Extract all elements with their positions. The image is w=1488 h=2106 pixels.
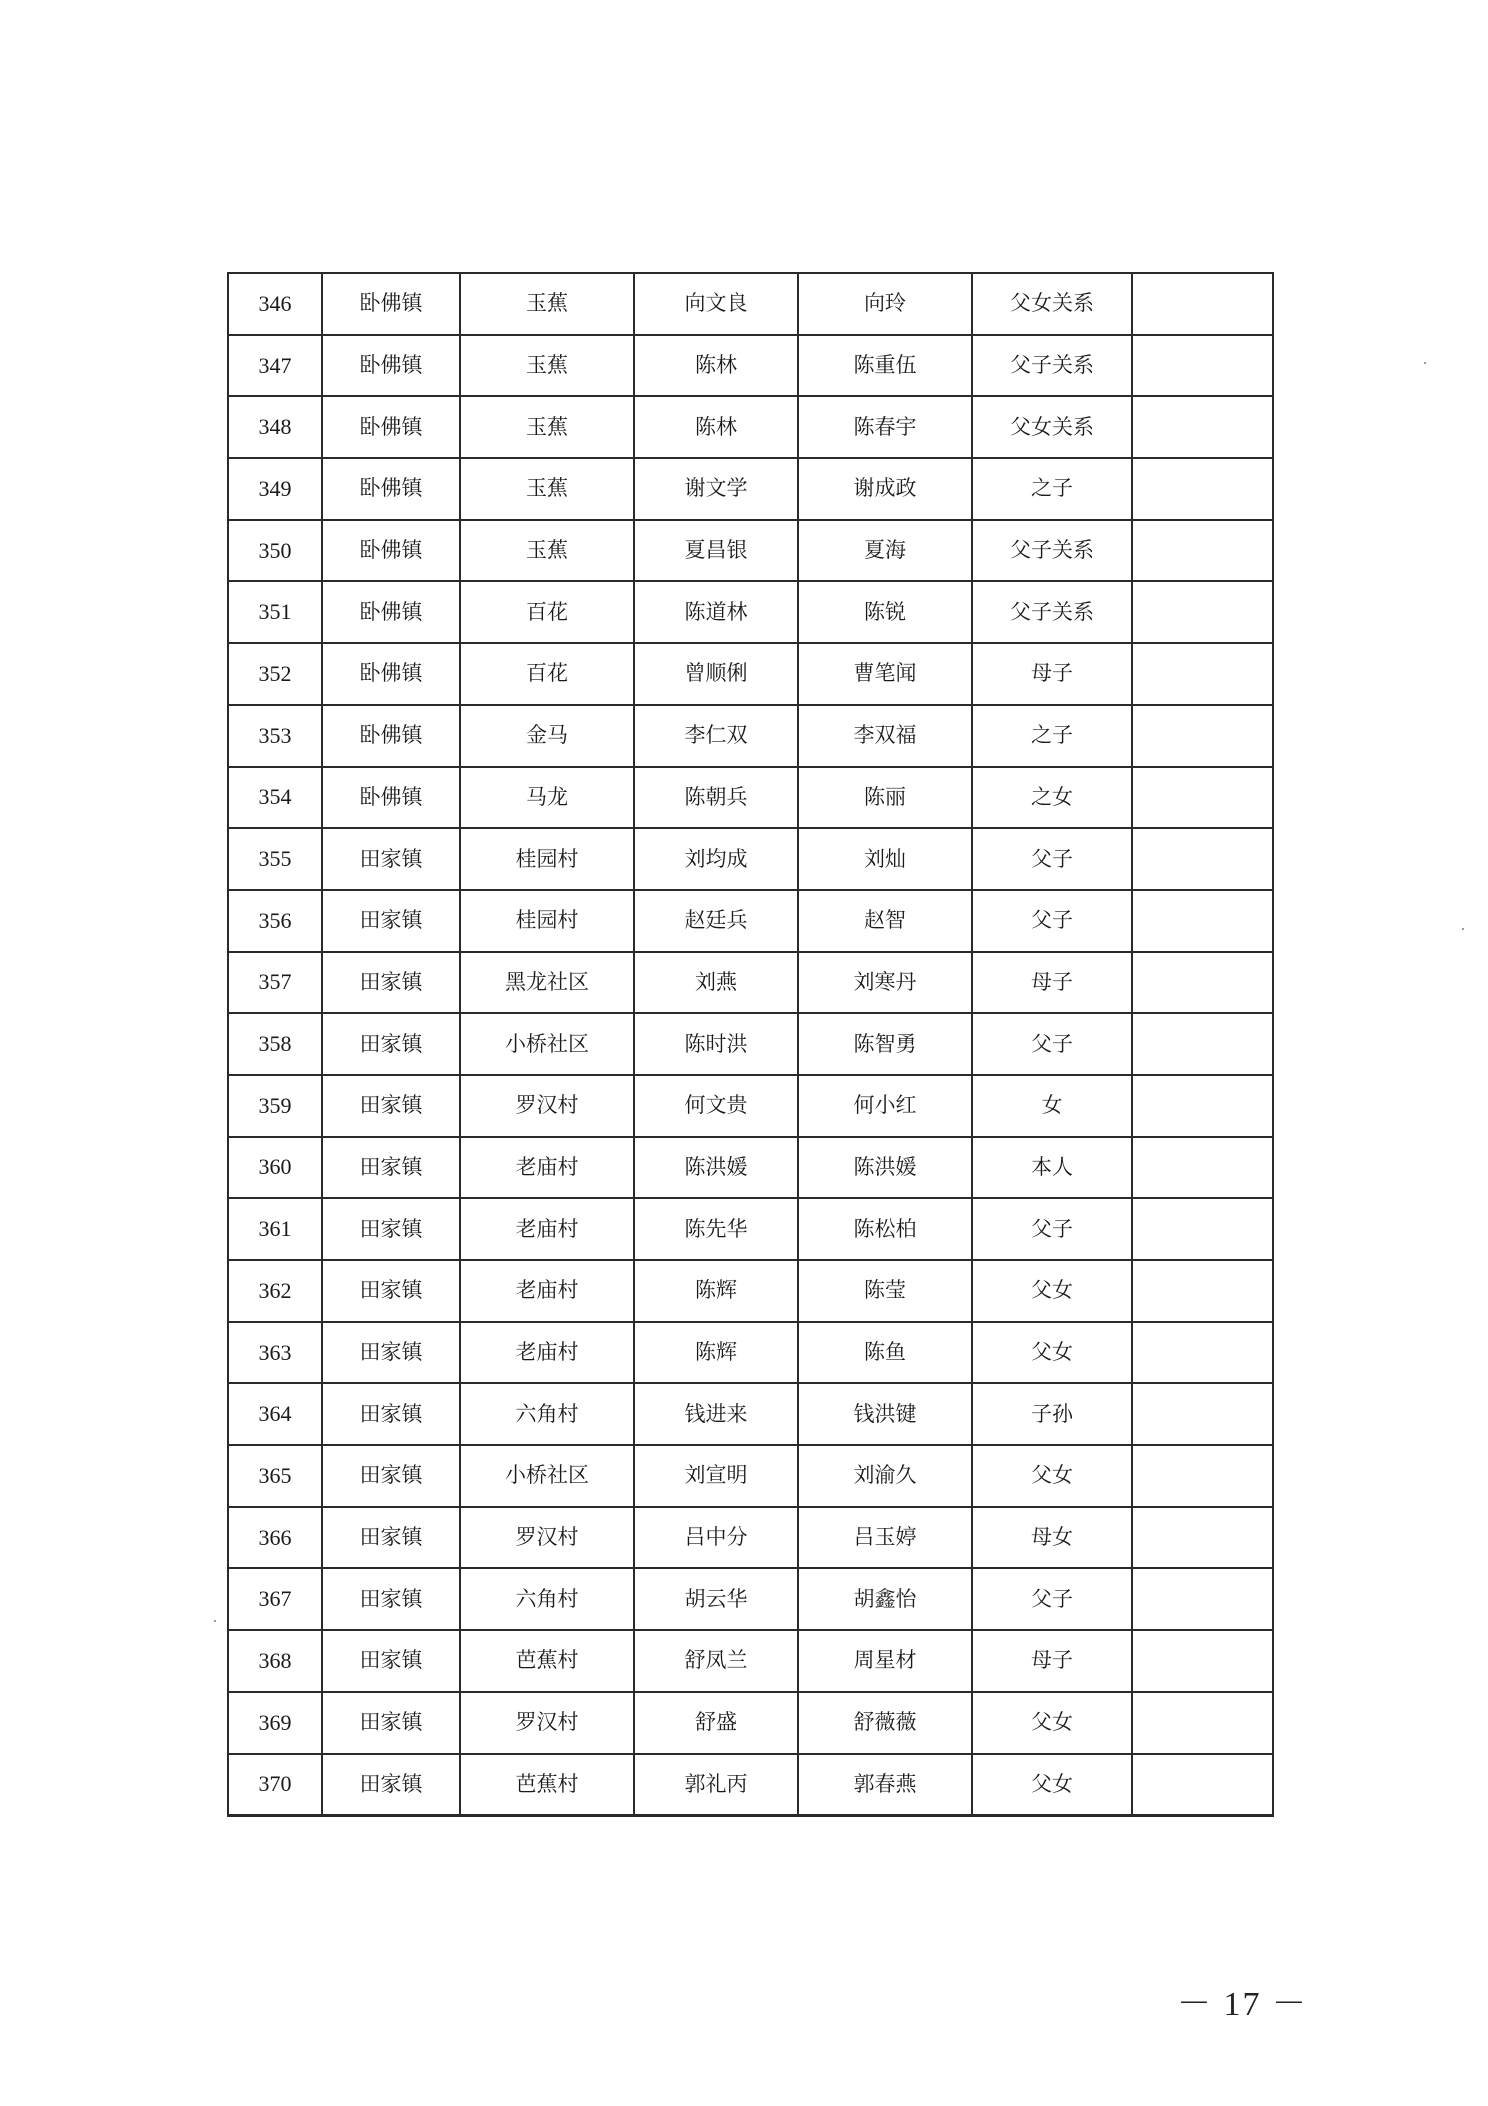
- table-row: [228, 1013, 1273, 1075]
- row-number-cell: 351: [228, 581, 322, 643]
- relationship-cell: 女: [972, 1075, 1132, 1137]
- table-row: [228, 1692, 1273, 1754]
- village-cell: 老庙村: [460, 1198, 634, 1260]
- row-number-cell: 370: [228, 1754, 322, 1816]
- row-number-cell: 357: [228, 952, 322, 1014]
- village-cell: 芭蕉村: [460, 1630, 634, 1692]
- village-cell: 罗汉村: [460, 1507, 634, 1569]
- applicant-name-cell: 舒凤兰: [634, 1630, 798, 1692]
- related-person-cell: 周星材: [798, 1630, 972, 1692]
- row-number-cell: 354: [228, 767, 322, 829]
- village-cell: 六角村: [460, 1383, 634, 1445]
- applicant-name-cell: 陈时洪: [634, 1013, 798, 1075]
- applicant-name-cell: 李仁双: [634, 705, 798, 767]
- related-person-cell: 胡鑫怡: [798, 1568, 972, 1630]
- remarks-cell: [1132, 952, 1273, 1014]
- applicant-name-cell: 向文良: [634, 273, 798, 335]
- town-cell: 田家镇: [322, 1692, 460, 1754]
- scan-speck: [1424, 362, 1426, 364]
- row-number-cell: 367: [228, 1568, 322, 1630]
- table-row: [228, 1198, 1273, 1260]
- remarks-cell: [1132, 1075, 1273, 1137]
- village-cell: 玉蕉: [460, 520, 634, 582]
- row-number-cell: 361: [228, 1198, 322, 1260]
- town-cell: 田家镇: [322, 952, 460, 1014]
- applicant-name-cell: 陈洪媛: [634, 1137, 798, 1199]
- village-cell: 老庙村: [460, 1260, 634, 1322]
- related-person-cell: 夏海: [798, 520, 972, 582]
- applicant-name-cell: 胡云华: [634, 1568, 798, 1630]
- related-person-cell: 陈松柏: [798, 1198, 972, 1260]
- village-cell: 老庙村: [460, 1137, 634, 1199]
- remarks-cell: [1132, 1568, 1273, 1630]
- table-row: [228, 1507, 1273, 1569]
- applicant-name-cell: 钱进来: [634, 1383, 798, 1445]
- row-number-cell: 368: [228, 1630, 322, 1692]
- village-cell: 小桥社区: [460, 1445, 634, 1507]
- applicant-name-cell: 赵廷兵: [634, 890, 798, 952]
- table-row: [228, 396, 1273, 458]
- village-cell: 玉蕉: [460, 458, 634, 520]
- related-person-cell: 刘灿: [798, 828, 972, 890]
- applicant-name-cell: 陈林: [634, 396, 798, 458]
- related-person-cell: 陈春宇: [798, 396, 972, 458]
- table-row: [228, 1445, 1273, 1507]
- related-person-cell: 陈鱼: [798, 1322, 972, 1384]
- relationship-cell: 父子: [972, 1568, 1132, 1630]
- table-row: [228, 581, 1273, 643]
- related-person-cell: 何小红: [798, 1075, 972, 1137]
- town-cell: 田家镇: [322, 1198, 460, 1260]
- applicant-name-cell: 陈辉: [634, 1260, 798, 1322]
- related-person-cell: 陈智勇: [798, 1013, 972, 1075]
- relationship-cell: 子孙: [972, 1383, 1132, 1445]
- related-person-cell: 陈锐: [798, 581, 972, 643]
- roster-table: [227, 272, 1274, 1817]
- village-cell: 玉蕉: [460, 273, 634, 335]
- table-row: [228, 520, 1273, 582]
- table-row: [228, 1075, 1273, 1137]
- row-number-cell: 348: [228, 396, 322, 458]
- relationship-cell: 母子: [972, 643, 1132, 705]
- town-cell: 田家镇: [322, 828, 460, 890]
- town-cell: 卧佛镇: [322, 458, 460, 520]
- table-row: [228, 1630, 1273, 1692]
- town-cell: 田家镇: [322, 1260, 460, 1322]
- applicant-name-cell: 刘宣明: [634, 1445, 798, 1507]
- applicant-name-cell: 刘燕: [634, 952, 798, 1014]
- village-cell: 百花: [460, 581, 634, 643]
- roster-body: [228, 273, 1273, 1816]
- related-person-cell: 李双福: [798, 705, 972, 767]
- relationship-cell: 父女: [972, 1445, 1132, 1507]
- related-person-cell: 陈莹: [798, 1260, 972, 1322]
- village-cell: 金马: [460, 705, 634, 767]
- applicant-name-cell: 谢文学: [634, 458, 798, 520]
- applicant-name-cell: 夏昌银: [634, 520, 798, 582]
- relationship-cell: 本人: [972, 1137, 1132, 1199]
- row-number-cell: 364: [228, 1383, 322, 1445]
- town-cell: 田家镇: [322, 1013, 460, 1075]
- relationship-cell: 父子: [972, 828, 1132, 890]
- row-number-cell: 347: [228, 335, 322, 397]
- applicant-name-cell: 郭礼丙: [634, 1754, 798, 1816]
- applicant-name-cell: 曾顺俐: [634, 643, 798, 705]
- relationship-cell: 父子: [972, 1198, 1132, 1260]
- remarks-cell: [1132, 520, 1273, 582]
- applicant-name-cell: 刘均成: [634, 828, 798, 890]
- relationship-cell: 之女: [972, 767, 1132, 829]
- applicant-name-cell: 何文贵: [634, 1075, 798, 1137]
- row-number-cell: 355: [228, 828, 322, 890]
- remarks-cell: [1132, 890, 1273, 952]
- village-cell: 马龙: [460, 767, 634, 829]
- remarks-cell: [1132, 1507, 1273, 1569]
- related-person-cell: 钱洪键: [798, 1383, 972, 1445]
- row-number-cell: 346: [228, 273, 322, 335]
- remarks-cell: [1132, 1322, 1273, 1384]
- table-row: [228, 1754, 1273, 1816]
- town-cell: 田家镇: [322, 1383, 460, 1445]
- relationship-cell: 父女关系: [972, 273, 1132, 335]
- applicant-name-cell: 陈先华: [634, 1198, 798, 1260]
- relationship-cell: 父女: [972, 1260, 1132, 1322]
- town-cell: 田家镇: [322, 1630, 460, 1692]
- table-row: [228, 952, 1273, 1014]
- relationship-cell: 母女: [972, 1507, 1132, 1569]
- village-cell: 罗汉村: [460, 1692, 634, 1754]
- town-cell: 卧佛镇: [322, 581, 460, 643]
- relationship-cell: 父女: [972, 1754, 1132, 1816]
- table-row: [228, 1383, 1273, 1445]
- village-cell: 六角村: [460, 1568, 634, 1630]
- village-cell: 玉蕉: [460, 396, 634, 458]
- row-number-cell: 356: [228, 890, 322, 952]
- village-cell: 芭蕉村: [460, 1754, 634, 1816]
- related-person-cell: 吕玉婷: [798, 1507, 972, 1569]
- related-person-cell: 赵智: [798, 890, 972, 952]
- town-cell: 卧佛镇: [322, 767, 460, 829]
- remarks-cell: [1132, 1198, 1273, 1260]
- relationship-cell: 父子关系: [972, 520, 1132, 582]
- relationship-cell: 父女关系: [972, 396, 1132, 458]
- town-cell: 田家镇: [322, 1137, 460, 1199]
- remarks-cell: [1132, 458, 1273, 520]
- remarks-cell: [1132, 1383, 1273, 1445]
- related-person-cell: 刘寒丹: [798, 952, 972, 1014]
- row-number-cell: 362: [228, 1260, 322, 1322]
- town-cell: 卧佛镇: [322, 520, 460, 582]
- table-row: [228, 1322, 1273, 1384]
- town-cell: 卧佛镇: [322, 643, 460, 705]
- relationship-cell: 母子: [972, 952, 1132, 1014]
- related-person-cell: 舒薇薇: [798, 1692, 972, 1754]
- applicant-name-cell: 陈辉: [634, 1322, 798, 1384]
- village-cell: 黑龙社区: [460, 952, 634, 1014]
- relationship-cell: 父子: [972, 890, 1132, 952]
- remarks-cell: [1132, 643, 1273, 705]
- remarks-cell: [1132, 1013, 1273, 1075]
- village-cell: 百花: [460, 643, 634, 705]
- relationship-cell: 父女: [972, 1692, 1132, 1754]
- row-number-cell: 352: [228, 643, 322, 705]
- village-cell: 小桥社区: [460, 1013, 634, 1075]
- town-cell: 田家镇: [322, 1754, 460, 1816]
- row-number-cell: 366: [228, 1507, 322, 1569]
- related-person-cell: 谢成政: [798, 458, 972, 520]
- relationship-cell: 父女: [972, 1322, 1132, 1384]
- row-number-cell: 360: [228, 1137, 322, 1199]
- town-cell: 田家镇: [322, 1075, 460, 1137]
- remarks-cell: [1132, 1754, 1273, 1816]
- remarks-cell: [1132, 335, 1273, 397]
- table-row: [228, 1260, 1273, 1322]
- relationship-cell: 母子: [972, 1630, 1132, 1692]
- town-cell: 田家镇: [322, 1445, 460, 1507]
- town-cell: 卧佛镇: [322, 705, 460, 767]
- table-row: [228, 335, 1273, 397]
- town-cell: 田家镇: [322, 890, 460, 952]
- row-number-cell: 369: [228, 1692, 322, 1754]
- village-cell: 桂园村: [460, 828, 634, 890]
- table-row: [228, 828, 1273, 890]
- table-row: [228, 1137, 1273, 1199]
- village-cell: 玉蕉: [460, 335, 634, 397]
- scan-speck: [214, 1620, 216, 1622]
- remarks-cell: [1132, 1692, 1273, 1754]
- applicant-name-cell: 吕中分: [634, 1507, 798, 1569]
- table-row: [228, 890, 1273, 952]
- village-cell: 老庙村: [460, 1322, 634, 1384]
- relationship-cell: 父子关系: [972, 581, 1132, 643]
- related-person-cell: 陈丽: [798, 767, 972, 829]
- remarks-cell: [1132, 828, 1273, 890]
- relationship-cell: 之子: [972, 458, 1132, 520]
- applicant-name-cell: 舒盛: [634, 1692, 798, 1754]
- related-person-cell: 陈重伍: [798, 335, 972, 397]
- table-row: [228, 643, 1273, 705]
- town-cell: 卧佛镇: [322, 335, 460, 397]
- row-number-cell: 358: [228, 1013, 322, 1075]
- row-number-cell: 350: [228, 520, 322, 582]
- remarks-cell: [1132, 581, 1273, 643]
- table-row: [228, 767, 1273, 829]
- row-number-cell: 365: [228, 1445, 322, 1507]
- remarks-cell: [1132, 705, 1273, 767]
- town-cell: 田家镇: [322, 1322, 460, 1384]
- applicant-name-cell: 陈道林: [634, 581, 798, 643]
- remarks-cell: [1132, 1260, 1273, 1322]
- remarks-cell: [1132, 1137, 1273, 1199]
- applicant-name-cell: 陈朝兵: [634, 767, 798, 829]
- town-cell: 卧佛镇: [322, 273, 460, 335]
- related-person-cell: 刘渝久: [798, 1445, 972, 1507]
- village-cell: 桂园村: [460, 890, 634, 952]
- town-cell: 田家镇: [322, 1568, 460, 1630]
- town-cell: 田家镇: [322, 1507, 460, 1569]
- table-row: [228, 273, 1273, 335]
- row-number-cell: 349: [228, 458, 322, 520]
- scan-speck: [1462, 928, 1464, 930]
- remarks-cell: [1132, 396, 1273, 458]
- related-person-cell: 郭春燕: [798, 1754, 972, 1816]
- remarks-cell: [1132, 1630, 1273, 1692]
- table-row: [228, 705, 1273, 767]
- village-cell: 罗汉村: [460, 1075, 634, 1137]
- related-person-cell: 陈洪媛: [798, 1137, 972, 1199]
- applicant-name-cell: 陈林: [634, 335, 798, 397]
- remarks-cell: [1132, 1445, 1273, 1507]
- related-person-cell: 曹笔闻: [798, 643, 972, 705]
- row-number-cell: 359: [228, 1075, 322, 1137]
- town-cell: 卧佛镇: [322, 396, 460, 458]
- table-row: [228, 458, 1273, 520]
- row-number-cell: 353: [228, 705, 322, 767]
- page-number: － 17 －: [1177, 1986, 1308, 2023]
- row-number-cell: 363: [228, 1322, 322, 1384]
- table-row: [228, 1568, 1273, 1630]
- relationship-cell: 之子: [972, 705, 1132, 767]
- remarks-cell: [1132, 273, 1273, 335]
- relationship-cell: 父子关系: [972, 335, 1132, 397]
- related-person-cell: 向玲: [798, 273, 972, 335]
- relationship-cell: 父子: [972, 1013, 1132, 1075]
- remarks-cell: [1132, 767, 1273, 829]
